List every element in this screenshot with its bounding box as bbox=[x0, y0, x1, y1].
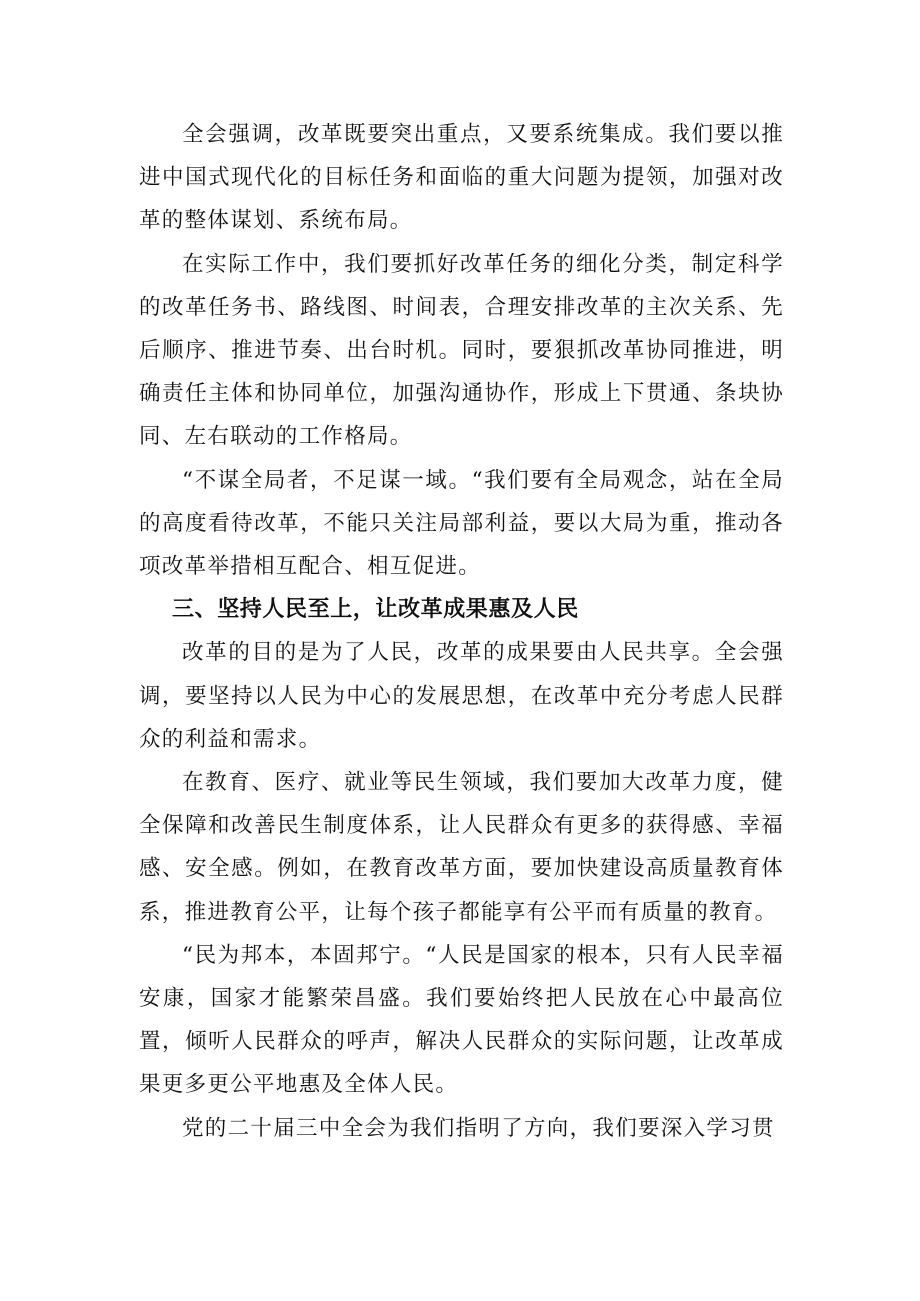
section-heading-people-first: 三、坚持人民至上，让改革成果惠及人民 bbox=[172, 597, 579, 623]
document-body bbox=[139, 113, 784, 1150]
paragraph-practical-work: 在实际工作中，我们要抓好改革任务的细化分类，制定科学的改革任务书、路线图、时间表，合理安排改革的主次关系、先后顺序、推进节奏、出台时机。同时，要狠抓改革协同推进，明确责任主体和协同单位，加强沟通协作，形成上下贯通、条块协同、左右联动的工作格局。 bbox=[139, 251, 784, 450]
paragraph-system-integration: 全会强调，改革既要突出重点，又要系统集成。我们要以推进中国式现代化的目标任务和面临的重大问题为提领，加强对改革的整体谋划、系统布局。 bbox=[139, 122, 784, 234]
paragraph-plenum-direction: 党的二十届三中全会为我们指明了方向，我们要深入学习贯 bbox=[182, 1115, 775, 1141]
paragraph-people-foundation-quote: “民为邦本，本固邦宁。“人民是国家的根本，只有人民幸福安康，国家才能繁荣昌盛。我们要始终把人民放在心中最高位置，倾听人民群众的呼声，解决人民群众的实际问题，让改革成果更多更公平地惠及全体人民。 bbox=[139, 942, 784, 1098]
paragraph-livelihood-fields: 在教育、医疗、就业等民生领域，我们要加大改革力度，健全保障和改善民生制度体系，让人民群众有更多的获得感、幸福感、安全感。例如，在教育改革方面，要加快建设高质量教育体系，推进教育公平，让每个孩子都能享有公平而有质量的教育。 bbox=[139, 770, 784, 925]
paragraph-overall-view-quote: “不谋全局者，不足谋一域。“我们要有全局观念，站在全局的高度看待改革，不能只关注局部利益，要以大局为重，推动各项改革举措相互配合、相互促进。 bbox=[139, 467, 784, 580]
paragraph-reform-purpose: 改革的目的是为了人民，改革的成果要由人民共享。全会强调，要坚持以人民为中心的发展思想，在改革中充分考虑人民群众的利益和需求。 bbox=[139, 640, 784, 752]
